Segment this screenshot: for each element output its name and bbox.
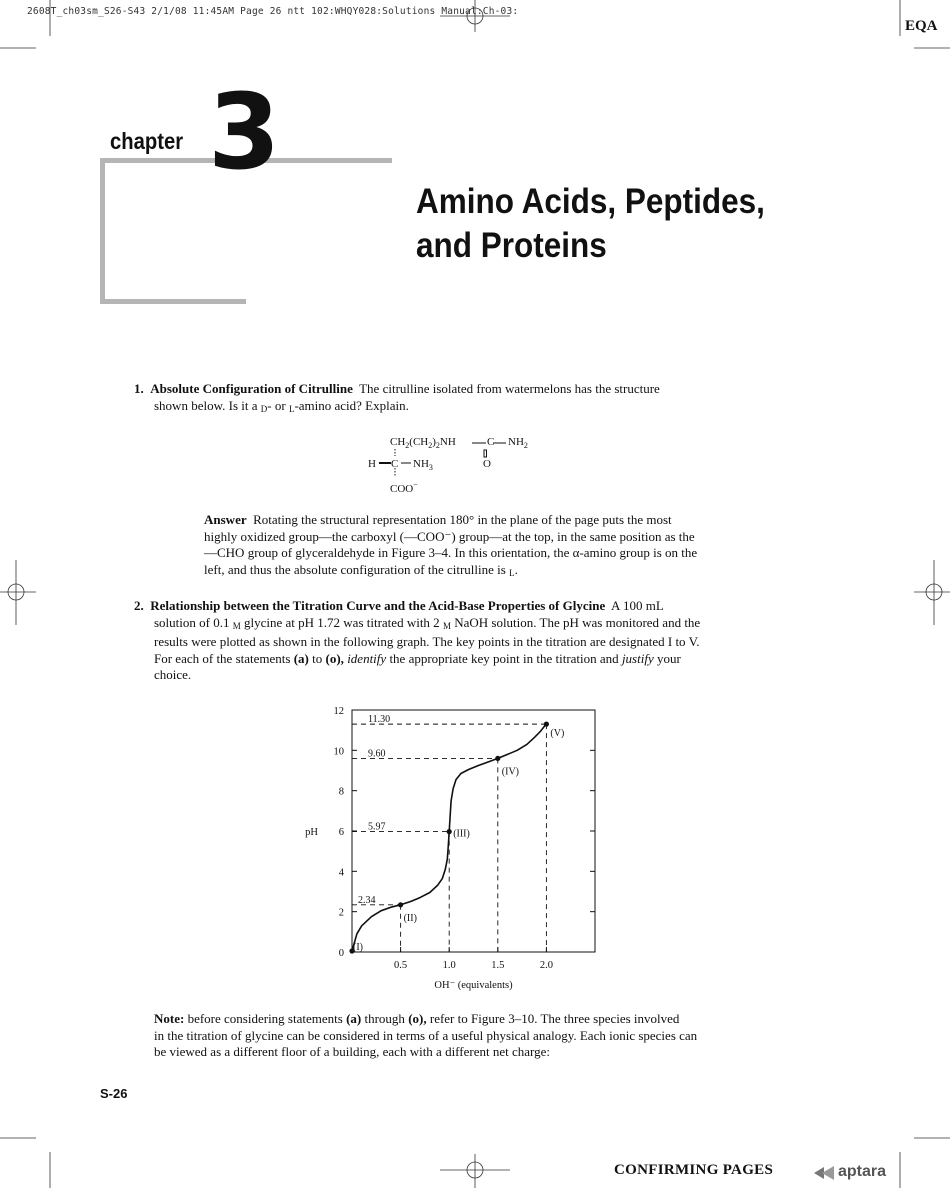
answer-line-1: Rotating the structural representation 180° in the plane of the page puts the most [253,512,672,527]
answer-l-smallcap: L [509,567,515,578]
note-block: Note: before considering statements (a) through (o), refer to Figure 3–10. The three species involved in the titration of glycine can be considered in terms of a useful physical analogy. Each ionic species can be viewed as a different floor of a building, each with a different net charge: [154,1011,794,1061]
header-slug: 2608T_ch03sm_S26-S43 2/1/08 11:45AM Page 26 ntt 102:WHQY028:Solutions Manual:Ch-03: [27,6,519,17]
structure-h: H [368,458,376,470]
problem-1-text-a: The citrulline isolated from watermelons has the structure [359,381,660,396]
key-point-label: (III) [453,828,470,840]
key-point-marker [544,722,549,727]
answer-period: . [514,561,518,577]
key-point-label: (I) [353,941,363,953]
problem-1 [134,381,794,417]
structure-coo: COO− [390,480,418,495]
key-point-marker [495,756,500,761]
confirming-pages: CONFIRMING PAGES [614,1162,774,1178]
structure-alpha-c: C [391,458,399,470]
chapter-title [416,180,765,268]
x-tick-label: 2.0 [539,960,553,971]
answer-line-3: —CHO group of glyceraldehyde in Figure 3–4. In this orientation, the α-amino group is on the [204,545,698,561]
x-axis-label: OH⁻ (equivalents) [434,980,513,991]
x-tick-label: 1.5 [491,960,505,971]
chapter-title-line2: and Proteins [416,226,607,265]
problem-1-text-c: - or [267,397,289,413]
citrulline-structure [368,436,558,498]
y-tick-label: 6 [338,827,344,838]
answer-line-2: highly oxidized group—the carboxyl (—COO⁻) group—at the top, in the same position as the [204,528,695,544]
key-point-marker [398,902,403,907]
note-line-3: be viewed as a different floor of a building, each with a different net charge: [154,1044,550,1060]
structure-top-chain: $CH_2(CH_2)_2NH$ [390,436,456,450]
annotation-label: 11.30 [368,714,391,726]
problem-1-heading: Absolute Configuration of Citrulline [150,381,353,396]
aptara-mark-icon [814,1166,836,1180]
aptara-wordmark: aptara [838,1163,887,1180]
annotation-label: 5.97 [368,821,386,833]
plot-frame [352,710,595,952]
x-tick-label: 0.5 [394,960,408,971]
y-tick-label: 0 [338,948,344,959]
x-tick-label: 1.0 [442,960,456,971]
problem-2-number: 2. [134,598,144,613]
problem-2-line-5: choice. [154,667,192,683]
note-line-2: in the titration of glycine can be considered in terms of a useful physical analogy. Each ionic species can [154,1027,698,1043]
chapter-title-line1: Amino Acids, Peptides, [416,182,765,221]
problem-1-text-b: shown below. Is it a [154,397,261,413]
y-tick-label: 12 [333,706,344,717]
key-point-label: (V) [550,728,565,740]
y-tick-label: 10 [333,746,344,758]
problem-1-text-d: -amino acid? Explain. [294,397,409,413]
problem-2-heading: Relationship between the Titration Curve and the Acid-Base Properties of Glycine [150,598,606,613]
annotation-label: 2.34 [358,894,376,906]
structure-amide-nh2: $NH_2$ [508,436,528,450]
eqa-tag: EQA [905,18,938,34]
note-label: Note: [154,1011,185,1026]
structure-carbonyl-c: C [487,436,495,448]
page-number: S-26 [100,1086,128,1101]
answer-label: Answer [204,512,247,527]
answer-line-4: left, and thus the absolute configuration of the citrulline is [204,561,510,577]
key-point-marker [447,829,452,834]
problem-2: 2. Relationship between the Titration Curve and the Acid-Base Properties of Glycine A 100 mL solution of 0.1 M glycine at pH 1.72 was titrated with 2 M NaOH solution. The pH was monitored and the results were plotted as shown in the following graph. The key points in the titration are designated I to V. For each of the statements (a) to (o), identify the appropriate key point in the titration and justify your choice. [134,598,794,684]
key-point-label: (IV) [501,766,520,778]
y-axis-label: pH [305,827,318,838]
chapter-number: 3 [208,71,277,193]
chapter-rule-left [100,158,105,304]
problem-1-number: 1. [134,381,144,396]
key-point-label: (II) [403,912,417,924]
problem-2-l1-tail: A 100 mL [611,598,664,613]
y-tick-label: 4 [338,867,344,879]
l-smallcap: L [288,403,295,414]
problem-2-line-3: results were plotted as shown in the following graph. The key points in the titration are designated I to V. [154,634,700,650]
structure-o: O [483,458,491,470]
d-smallcap: D [260,403,268,414]
y-tick-label: 8 [338,786,344,798]
chapter-label: chapter [110,128,184,154]
structure-nh3: $NH_3$ [413,458,433,472]
answer-block [204,512,784,581]
annotation-label: 9.60 [368,748,386,760]
titration-chart [290,700,620,1000]
y-tick-label: 2 [338,907,344,919]
chapter-rule-bottom [100,299,246,304]
